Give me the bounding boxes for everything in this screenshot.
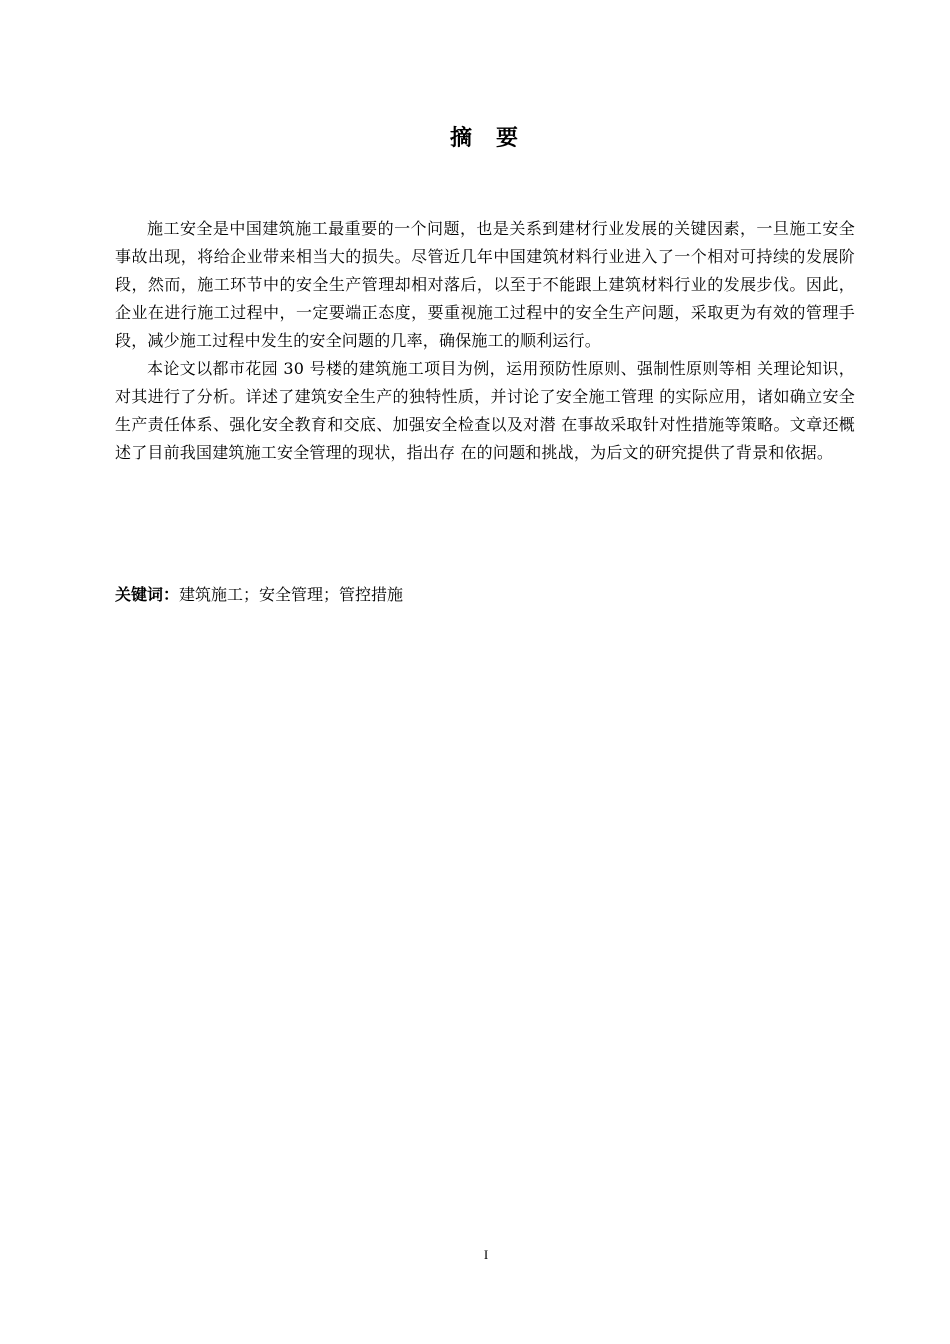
abstract-body xyxy=(115,215,855,467)
keywords-value: 建筑施工；安全管理；管控措施 xyxy=(179,585,404,604)
keywords-label: 关键词： xyxy=(115,585,180,604)
abstract-title xyxy=(0,121,950,157)
keywords-line xyxy=(115,581,855,609)
abstract-paragraph-2: 本论文以都市花园 30 号楼的建筑施工项目为例，运用预防性原则、强制性原则等相 关理论知识，对其进行了分析。详述了建筑安全生产的独特性质，并讨论了安全施工管理 的实际应用，诸如确立安全生产责任体系、强化安全教育和交底、加强安全检查以及对潜 在事故采取针对性措施等策略。文章还概述了目前我国建筑施工安全管理的现状，指出存 在的问题和挑战，为后文的研究提供了背景和依据。 xyxy=(115,359,855,462)
page-number: I xyxy=(483,1247,489,1262)
abstract-title-part-1: 摘 xyxy=(449,126,474,151)
abstract-paragraph-1: 施工安全是中国建筑施工最重要的一个问题，也是关系到建材行业发展的关键因素，一旦施工安全事故出现，将给企业带来相当大的损失。尽管近几年中国建筑材料行业进入了一个相对可持续的发展阶段，然而，施工环节中的安全生产管理却相对落后，以至于不能跟上建筑材料行业的发展步伐。因此，企业在进行施工过程中，一定要端正态度，要重视施工过程中的安全生产问题，采取更为有效的管理手段，减少施工过程中发生的安全问题的几率，确保施工的顺利运行。 xyxy=(115,219,855,350)
abstract-title-part-2: 要 xyxy=(496,126,521,151)
